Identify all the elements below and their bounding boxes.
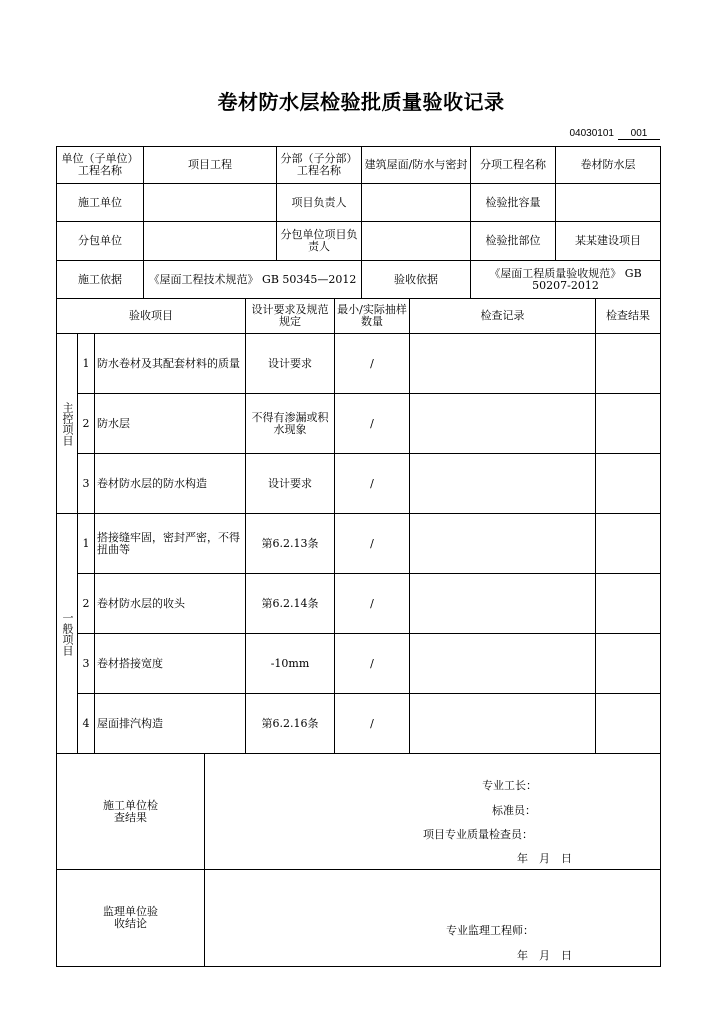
capacity-label: 检验批容量 xyxy=(470,183,556,222)
main-item-record[interactable] xyxy=(409,393,596,454)
part-name-value: 建筑屋面/防水与密封 xyxy=(361,146,471,184)
col-record-header: 检查记录 xyxy=(409,298,596,334)
location-label: 检验批部位 xyxy=(470,221,556,261)
document-number xyxy=(570,128,661,140)
main-item-number: 3 xyxy=(77,453,95,514)
general-item-result[interactable] xyxy=(595,573,661,634)
main-item-number: 1 xyxy=(77,333,95,394)
general-item-sample: / xyxy=(334,573,410,634)
main-group-label: 主控项目 xyxy=(56,333,78,514)
general-item-result[interactable] xyxy=(595,513,661,574)
subcontractor-label: 分包单位 xyxy=(56,221,144,261)
general-item-result[interactable] xyxy=(595,633,661,694)
main-item-name: 防水层 xyxy=(94,393,246,454)
col-result-header: 检查结果 xyxy=(595,298,661,334)
main-item-requirement: 不得有渗漏或积水现象 xyxy=(245,393,335,454)
main-item-result[interactable] xyxy=(595,393,661,454)
general-item-requirement: 第6.2.14条 xyxy=(245,573,335,634)
general-item-name: 卷材防水层的收头 xyxy=(94,573,246,634)
main-item-name: 卷材防水层的防水构造 xyxy=(94,453,246,514)
unit-name-value: 项目工程 xyxy=(143,146,277,184)
main-item-requirement: 设计要求 xyxy=(245,453,335,514)
main-item-requirement: 设计要求 xyxy=(245,333,335,394)
general-item-requirement: 第6.2.13条 xyxy=(245,513,335,574)
general-item-record[interactable] xyxy=(409,513,596,574)
main-item-name: 防水卷材及其配套材料的质量 xyxy=(94,333,246,394)
general-item-number: 1 xyxy=(77,513,95,574)
item-name-value: 卷材防水层 xyxy=(555,146,661,184)
main-item-record[interactable] xyxy=(409,453,596,514)
main-item-record[interactable] xyxy=(409,333,596,394)
foreman-label: 专业工长： xyxy=(482,779,537,792)
capacity-value xyxy=(555,183,661,222)
main-item-sample: / xyxy=(334,393,410,454)
main-item-sample: / xyxy=(334,453,410,514)
quality-inspector-label: 项目专业质量检查员： xyxy=(423,828,533,841)
main-item-result[interactable] xyxy=(595,333,661,394)
col-sample-header: 最小/实际抽样数量 xyxy=(334,298,410,334)
main-item-sample: / xyxy=(334,333,410,394)
main-item-number: 2 xyxy=(77,393,95,454)
item-name-label: 分项工程名称 xyxy=(470,146,556,184)
general-item-number: 4 xyxy=(77,693,95,754)
general-item-sample: / xyxy=(334,513,410,574)
general-item-record[interactable] xyxy=(409,693,596,754)
project-lead-value xyxy=(361,183,471,222)
document-number-suffix: 001 xyxy=(618,128,660,140)
general-item-sample: / xyxy=(334,693,410,754)
col-requirement-header: 设计要求及规范规定 xyxy=(245,298,335,334)
general-item-name: 屋面排汽构造 xyxy=(94,693,246,754)
supervision-date: 年 月 日 xyxy=(517,949,572,962)
general-item-requirement: 第6.2.16条 xyxy=(245,693,335,754)
col-item-header: 验收项目 xyxy=(56,298,246,334)
construction-check-label: 施工单位检查结果 xyxy=(56,753,205,870)
part-name-label: 分部（子分部）工程名称 xyxy=(276,146,362,184)
basis-label: 施工依据 xyxy=(56,260,144,299)
general-item-number: 2 xyxy=(77,573,95,634)
project-lead-label: 项目负责人 xyxy=(276,183,362,222)
general-item-record[interactable] xyxy=(409,573,596,634)
supervision-engineer-label: 专业监理工程师： xyxy=(446,924,534,937)
general-group-label: 一般项目 xyxy=(56,513,78,754)
general-item-sample: / xyxy=(334,633,410,694)
general-item-name: 搭接缝牢固，密封严密，不得扭曲等 xyxy=(94,513,246,574)
standard-officer-label: 标准员： xyxy=(492,804,536,817)
construction-check-area[interactable] xyxy=(204,753,661,870)
document-number-prefix: 04030101 xyxy=(569,128,614,139)
construction-date: 年 月 日 xyxy=(517,852,572,865)
supervision-label: 监理单位验收结论 xyxy=(56,869,205,967)
constructor-label: 施工单位 xyxy=(56,183,144,222)
general-item-result[interactable] xyxy=(595,693,661,754)
basis-value: 《屋面工程技术规范》 GB 50345—2012 xyxy=(143,260,362,299)
constructor-value xyxy=(143,183,277,222)
supervision-area[interactable] xyxy=(204,869,661,967)
general-item-number: 3 xyxy=(77,633,95,694)
sub-lead-value xyxy=(361,221,471,261)
unit-name-label: 单位（子单位）工程名称 xyxy=(56,146,144,184)
page-title: 卷材防水层检验批质量验收记录 xyxy=(217,90,505,114)
general-item-requirement: -10mm xyxy=(245,633,335,694)
sub-lead-label: 分包单位项目负责人 xyxy=(276,221,362,261)
main-item-result[interactable] xyxy=(595,453,661,514)
acceptance-basis-label: 验收依据 xyxy=(361,260,471,299)
location-value: 某某建设项目 xyxy=(555,221,661,261)
general-item-record[interactable] xyxy=(409,633,596,694)
acceptance-basis-value: 《屋面工程质量验收规范》 GB 50207-2012 xyxy=(470,260,661,299)
subcontractor-value xyxy=(143,221,277,261)
general-item-name: 卷材搭接宽度 xyxy=(94,633,246,694)
